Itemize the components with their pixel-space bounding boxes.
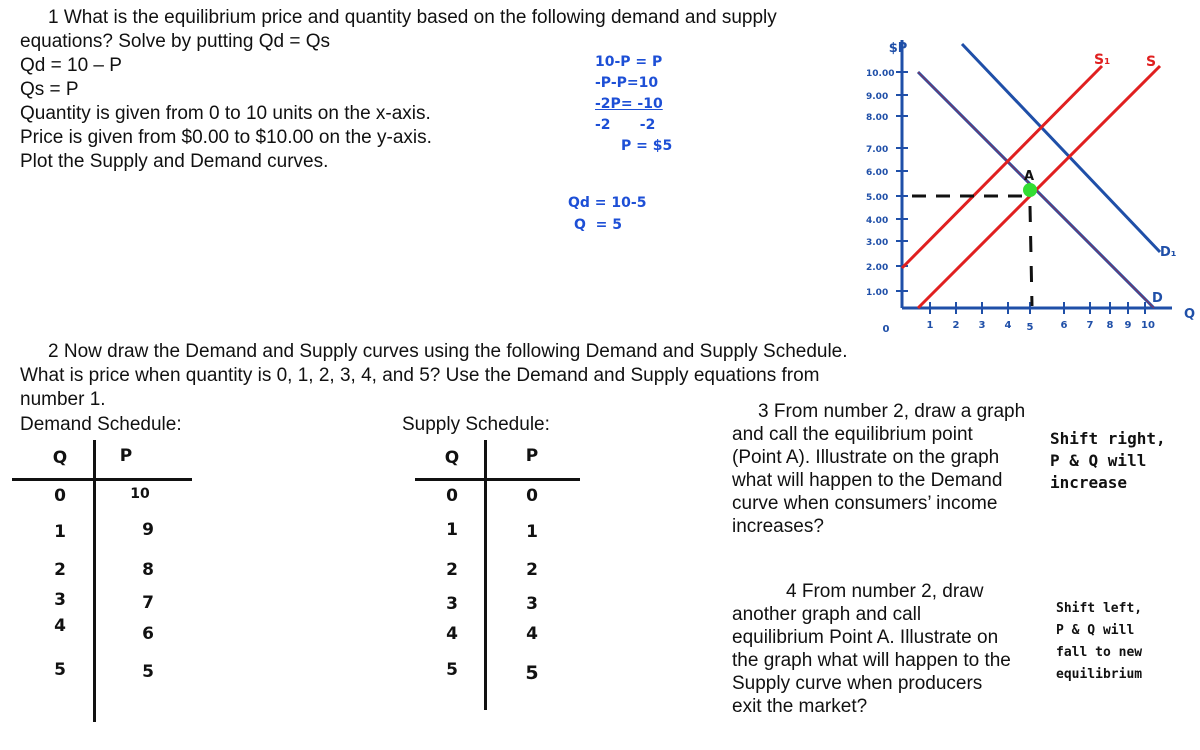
demand-q-cell: 2 bbox=[54, 560, 66, 580]
x-tick-label: 3 bbox=[978, 320, 986, 331]
y-tick-label: 9.00 bbox=[866, 92, 889, 102]
question-3-line: curve when consumers’ income bbox=[732, 493, 998, 514]
y-tick-label: 4.00 bbox=[866, 216, 889, 226]
x-tick-label: 9 bbox=[1124, 320, 1132, 331]
demand-p-cell: 6 bbox=[142, 624, 154, 644]
y-tick-label: 7.00 bbox=[866, 145, 889, 155]
question-2-line: number 1. bbox=[20, 389, 106, 410]
supply-header-q: Q bbox=[444, 448, 460, 468]
question-4-line: another graph and call bbox=[732, 604, 922, 625]
demand-q-cell: 5 bbox=[54, 660, 66, 680]
supply-p-cell: 0 bbox=[526, 486, 538, 506]
answer-line: fall to new bbox=[1056, 645, 1143, 660]
work-line: -2 -2 bbox=[595, 117, 656, 133]
demand-q-cell: 1 bbox=[54, 522, 66, 542]
question-1-line: Price is given from $0.00 to $10.00 on the y-axis. bbox=[20, 127, 432, 148]
supply-p-cell: 1 bbox=[526, 522, 538, 542]
question-1-line: 1 What is the equilibrium price and quantity based on the following demand and supply bbox=[48, 7, 777, 28]
question-3-line: and call the equilibrium point bbox=[732, 424, 973, 445]
y-tick-label: 1.00 bbox=[866, 288, 889, 298]
demand-header-p: P bbox=[119, 446, 133, 466]
demand-q-cell: 3 bbox=[54, 590, 66, 610]
y-tick-label: 2.00 bbox=[866, 263, 889, 273]
answer-line: Shift right, bbox=[1050, 429, 1166, 448]
demand-q-cell: 0 bbox=[54, 486, 66, 506]
question-3-answer bbox=[1050, 428, 1166, 494]
demand-schedule-hline bbox=[12, 478, 192, 481]
demand-p-cell: 8 bbox=[142, 560, 154, 580]
supply-curve-s bbox=[918, 66, 1160, 308]
question-4 bbox=[732, 580, 1011, 718]
question-3 bbox=[732, 400, 1025, 538]
question-2-line: 2 Now draw the Demand and Supply curves using the following Demand and Supply Schedule. bbox=[48, 341, 848, 362]
demand-p-cell: 10 bbox=[130, 486, 150, 502]
question-3-line: increases? bbox=[732, 516, 824, 537]
work-line: P = $5 bbox=[621, 138, 673, 154]
x-tick-label: 10 bbox=[1141, 320, 1155, 331]
work-line: Qd = 10-5 bbox=[568, 195, 647, 211]
question-1-line: Qs = P bbox=[20, 79, 79, 100]
answer-line: P & Q will bbox=[1050, 451, 1147, 470]
supply-q-cell: 4 bbox=[446, 624, 458, 644]
answer-line: Shift left, bbox=[1056, 601, 1143, 616]
label-s: S bbox=[1146, 54, 1157, 70]
handwritten-work bbox=[595, 52, 672, 157]
work-line: Q = 5 bbox=[574, 217, 622, 233]
work-line: -P-P=10 bbox=[595, 75, 659, 91]
supply-schedule-vline bbox=[484, 440, 487, 710]
y-tick-label: 6.00 bbox=[866, 168, 889, 178]
supply-schedule-hline bbox=[415, 478, 580, 481]
question-4-line: exit the market? bbox=[732, 696, 868, 717]
supply-curve-s1 bbox=[902, 66, 1102, 268]
question-4-answer bbox=[1056, 598, 1142, 686]
demand-q-cell: 4 bbox=[54, 616, 66, 636]
y-tick-label: 10.00 bbox=[866, 69, 895, 79]
supply-q-cell: 2 bbox=[446, 560, 458, 580]
question-4-line: the graph what will happen to the bbox=[732, 650, 1011, 671]
demand-schedule-title: Demand Schedule: bbox=[20, 414, 182, 435]
supply-q-cell: 1 bbox=[446, 520, 458, 540]
y-ticks bbox=[866, 69, 894, 298]
question-1-line: Qd = 10 – P bbox=[20, 55, 122, 76]
supply-q-cell: 0 bbox=[446, 486, 458, 506]
equilibrium-point bbox=[1023, 183, 1037, 197]
question-2-line: What is price when quantity is 0, 1, 2, 3, 4, and 5? Use the Demand and Supply equations from bbox=[20, 365, 820, 386]
question-4-line: equilibrium Point A. Illustrate on bbox=[732, 627, 999, 648]
question-3-line: (Point A). Illustrate on the graph bbox=[732, 447, 1000, 468]
supply-p-cell: 4 bbox=[526, 624, 538, 644]
work-line: -2P= -10 bbox=[595, 96, 663, 112]
supply-p-cell: 5 bbox=[525, 662, 539, 684]
question-1-line: Quantity is given from 0 to 10 units on the x-axis. bbox=[20, 103, 431, 124]
supply-q-cell: 3 bbox=[446, 594, 458, 614]
question-1-line: equations? Solve by putting Qd = Qs bbox=[20, 31, 331, 52]
supply-p-cell: 3 bbox=[526, 594, 538, 614]
supply-p-cell: 2 bbox=[526, 560, 538, 580]
y-tick-label: 8.00 bbox=[866, 113, 889, 123]
demand-header-q: Q bbox=[52, 448, 68, 468]
demand-curve-d1 bbox=[962, 44, 1160, 252]
x-tick-label: 6 bbox=[1060, 320, 1068, 331]
question-3-line: 3 From number 2, draw a graph bbox=[758, 401, 1026, 422]
answer-line: increase bbox=[1050, 473, 1128, 492]
supply-header-p: P bbox=[525, 446, 539, 466]
supply-demand-graph bbox=[860, 30, 1200, 340]
demand-p-cell: 5 bbox=[142, 662, 154, 682]
answer-line: equilibrium bbox=[1056, 667, 1143, 682]
label-s1: S₁ bbox=[1094, 52, 1111, 68]
equilibrium-quantity-guide bbox=[1030, 206, 1032, 306]
label-a: A bbox=[1024, 169, 1035, 184]
supply-q-cell: 5 bbox=[446, 660, 458, 680]
demand-p-cell: 7 bbox=[142, 593, 154, 613]
label-d: D bbox=[1152, 291, 1163, 306]
answer-line: P & Q will bbox=[1056, 623, 1135, 638]
demand-schedule-vline bbox=[93, 440, 96, 722]
x-axis-label: Q bbox=[1184, 307, 1196, 322]
question-3-line: what will happen to the Demand bbox=[732, 470, 1003, 491]
work-line: 10-P = P bbox=[595, 54, 663, 70]
question-1-line: Plot the Supply and Demand curves. bbox=[20, 151, 329, 172]
x-tick-label: 5 bbox=[1026, 322, 1034, 333]
x-tick-label: 8 bbox=[1106, 320, 1114, 331]
x-tick-label: 7 bbox=[1086, 320, 1094, 331]
question-4-line: Supply curve when producers bbox=[732, 673, 983, 694]
demand-p-cell: 9 bbox=[142, 520, 154, 540]
x-ticks bbox=[883, 320, 1155, 335]
label-d1: D₁ bbox=[1160, 245, 1177, 260]
question-4-line: 4 From number 2, draw bbox=[786, 581, 984, 602]
x-tick-label: 1 bbox=[926, 320, 934, 331]
x-tick-label: 4 bbox=[1004, 320, 1012, 331]
x-tick-label: 0 bbox=[882, 324, 890, 335]
y-tick-label: 3.00 bbox=[866, 238, 889, 248]
y-axis-label: $P bbox=[888, 41, 908, 56]
x-tick-label: 2 bbox=[952, 320, 960, 331]
handwritten-work-quantity bbox=[568, 192, 646, 236]
supply-schedule-title: Supply Schedule: bbox=[402, 414, 550, 435]
y-tick-label: 5.00 bbox=[866, 193, 889, 203]
question-2 bbox=[20, 340, 848, 412]
